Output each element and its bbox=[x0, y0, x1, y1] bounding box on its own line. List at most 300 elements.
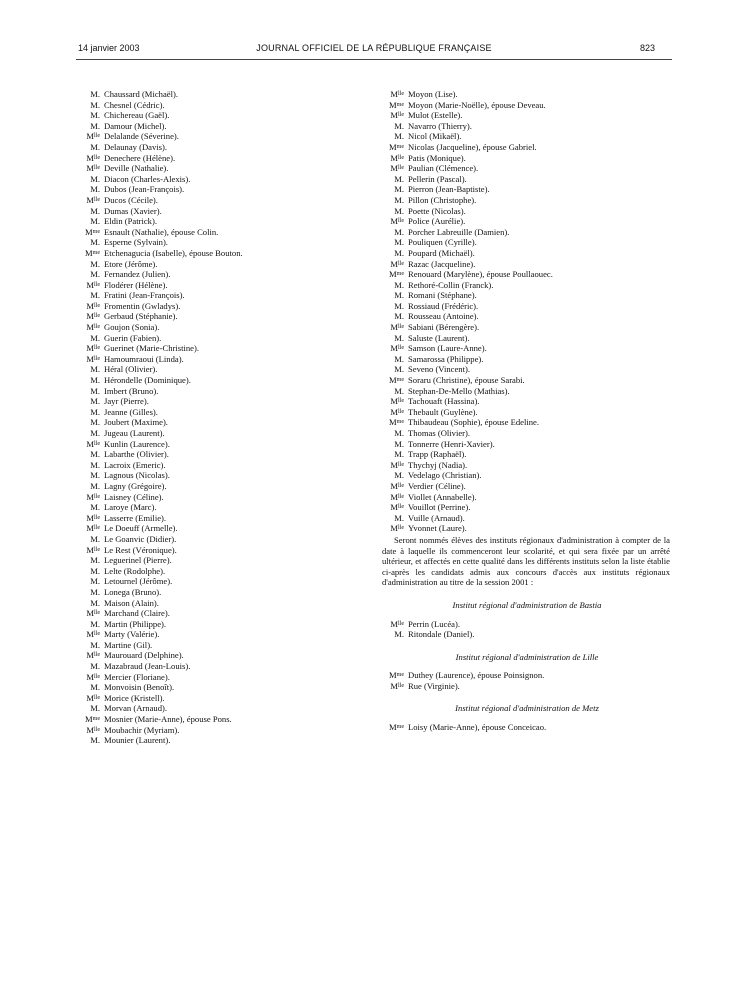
list-item bbox=[382, 428, 672, 439]
list-item bbox=[78, 703, 363, 714]
title-abbrev: $M^{lle}$ bbox=[390, 258, 404, 269]
person-name: Loisy (Marie-Anne), épouse Conceicao. bbox=[408, 722, 547, 733]
person-name: Laisney (Céline). bbox=[104, 491, 164, 502]
person-name: Vuille (Arnaud). bbox=[408, 512, 465, 523]
title-abbrev: M. bbox=[90, 173, 100, 184]
person-name: Diacon (Charles-Alexis). bbox=[104, 173, 191, 184]
list-item bbox=[78, 354, 363, 365]
title-abbrev: $M^{lle}$ bbox=[86, 671, 100, 682]
list-item bbox=[382, 481, 672, 492]
person-name: Romani (Stéphane). bbox=[408, 290, 477, 301]
person-name: Ducos (Cécile). bbox=[104, 194, 158, 205]
list-item bbox=[78, 386, 363, 397]
title-abbrev: M. bbox=[90, 597, 100, 608]
title-abbrev: $M^{lle}$ bbox=[390, 480, 404, 491]
list-item bbox=[78, 650, 363, 661]
title-abbrev: M. bbox=[394, 247, 404, 258]
person-name: Guerin (Fabien). bbox=[104, 332, 162, 343]
person-name: Lagnous (Nicolas). bbox=[104, 470, 170, 481]
title-abbrev: M. bbox=[394, 120, 404, 131]
person-name: Delaunay (Davis). bbox=[104, 141, 167, 152]
header-rule bbox=[76, 59, 672, 60]
person-name: Pouliquen (Cyrille). bbox=[408, 237, 477, 248]
person-name: Seveno (Vincent). bbox=[408, 364, 471, 375]
title-abbrev: $M^{lle}$ bbox=[390, 152, 404, 163]
list-item bbox=[78, 407, 363, 418]
title-abbrev: M. bbox=[394, 449, 404, 460]
title-abbrev: $M^{lle}$ bbox=[86, 512, 100, 523]
list-item bbox=[78, 110, 363, 121]
list-item bbox=[78, 142, 363, 153]
title-abbrev: M. bbox=[394, 290, 404, 301]
title-abbrev: $M^{me}$ bbox=[389, 670, 404, 681]
title-abbrev: $M^{lle}$ bbox=[390, 396, 404, 407]
person-name: Hamoumraoui (Linda). bbox=[104, 353, 184, 364]
title-abbrev: $M^{lle}$ bbox=[390, 163, 404, 174]
list-item bbox=[382, 89, 672, 100]
person-name: Le Goanvic (Didier). bbox=[104, 533, 177, 544]
section-title: Institut régional d'administration de Metz bbox=[455, 703, 599, 714]
person-name: Mounier (Laurent). bbox=[104, 735, 171, 746]
list-item bbox=[78, 290, 363, 301]
title-abbrev: M. bbox=[90, 364, 100, 375]
list-item bbox=[78, 153, 363, 164]
person-name: Chichereau (Gaël). bbox=[104, 110, 170, 121]
title-abbrev: $M^{lle}$ bbox=[390, 322, 404, 333]
institute-sections bbox=[382, 600, 672, 733]
title-abbrev: M. bbox=[90, 396, 100, 407]
header-title: JOURNAL OFFICIEL DE LA RÉPUBLIQUE FRANÇAISE bbox=[256, 43, 492, 53]
list-item bbox=[382, 343, 672, 354]
list-item bbox=[78, 566, 363, 577]
title-abbrev: $M^{lle}$ bbox=[86, 724, 100, 735]
title-abbrev: $M^{lle}$ bbox=[86, 523, 100, 534]
person-name: Lagny (Grégoire). bbox=[104, 480, 167, 491]
list-item bbox=[78, 460, 363, 471]
list-item bbox=[78, 608, 363, 619]
person-name: Mercier (Floriane). bbox=[104, 671, 170, 682]
list-item bbox=[78, 89, 363, 100]
title-abbrev: M. bbox=[90, 703, 100, 714]
title-abbrev: $M^{lle}$ bbox=[390, 459, 404, 470]
list-item bbox=[78, 672, 363, 683]
title-abbrev: M. bbox=[90, 89, 100, 99]
list-item bbox=[78, 280, 363, 291]
left-column bbox=[78, 89, 363, 746]
title-abbrev: $M^{lle}$ bbox=[86, 343, 100, 354]
list-item bbox=[382, 269, 672, 280]
title-abbrev: $M^{lle}$ bbox=[86, 544, 100, 555]
person-name: Maurouard (Delphine). bbox=[104, 650, 184, 661]
title-abbrev: M. bbox=[90, 618, 100, 629]
list-item bbox=[382, 375, 672, 386]
title-abbrev: $M^{me}$ bbox=[85, 226, 100, 237]
person-name: Lacroix (Emeric). bbox=[104, 459, 166, 470]
person-name: Imbert (Bruno). bbox=[104, 385, 159, 396]
list-item bbox=[382, 449, 672, 460]
title-abbrev: M. bbox=[90, 269, 100, 280]
person-name: Guerinet (Marie-Christine). bbox=[104, 343, 199, 354]
person-name: Navarro (Thierry). bbox=[408, 120, 472, 131]
list-item bbox=[78, 640, 363, 651]
title-abbrev: $M^{lle}$ bbox=[86, 692, 100, 703]
list-item bbox=[78, 492, 363, 503]
list-item bbox=[78, 439, 363, 450]
list-item bbox=[382, 311, 672, 322]
section-title: Institut régional d'administration de Lille bbox=[455, 651, 599, 662]
person-name: Samson (Laure-Anne). bbox=[408, 343, 487, 354]
list-item bbox=[78, 259, 363, 270]
list-item bbox=[78, 343, 363, 354]
list-item bbox=[78, 481, 363, 492]
title-abbrev: $M^{me}$ bbox=[85, 247, 100, 258]
title-abbrev: M. bbox=[394, 629, 404, 640]
title-abbrev: M. bbox=[394, 205, 404, 216]
title-abbrev: M. bbox=[394, 194, 404, 205]
title-abbrev: $M^{lle}$ bbox=[86, 491, 100, 502]
list-item bbox=[78, 396, 363, 407]
person-name: Viollet (Annabelle). bbox=[408, 491, 477, 502]
list-item bbox=[382, 153, 672, 164]
title-abbrev: $M^{lle}$ bbox=[86, 152, 100, 163]
person-name: Thomas (Olivier). bbox=[408, 428, 471, 438]
title-abbrev: M. bbox=[394, 311, 404, 322]
header-date: 14 janvier 2003 bbox=[78, 43, 140, 53]
person-name: Verdier (Céline). bbox=[408, 480, 466, 491]
person-name: Moyon (Lise). bbox=[408, 89, 458, 99]
title-abbrev: M. bbox=[394, 173, 404, 184]
list-item bbox=[78, 206, 363, 217]
title-abbrev: $M^{lle}$ bbox=[390, 618, 404, 629]
right-name-list bbox=[382, 89, 672, 534]
title-abbrev: M. bbox=[394, 131, 404, 142]
person-name: Ritondale (Daniel). bbox=[408, 629, 475, 640]
title-abbrev: $M^{me}$ bbox=[389, 375, 404, 386]
list-item bbox=[78, 174, 363, 185]
person-name: Morvan (Arnaud). bbox=[104, 703, 168, 714]
title-abbrev: M. bbox=[394, 385, 404, 396]
title-abbrev: M. bbox=[90, 555, 100, 566]
title-abbrev: M. bbox=[90, 216, 100, 227]
person-name: Martin (Philippe). bbox=[104, 618, 167, 629]
person-name: Etore (Jérôme). bbox=[104, 258, 158, 269]
nomination-paragraph: Seront nommés élèves des instituts régionaux d'administration à compter de la date à laquelle ils commenceront leur scolarité, et qui sera fixée par un arrêté ultérieur, et affectés en cette qualité dans les différents instituts selon la liste établie ci-après les candidats admis aux concours d'accès aux instituts régionaux d'administration au titre de la session 2001 : bbox=[382, 534, 670, 588]
person-name: Delalande (Séverine). bbox=[104, 131, 179, 142]
person-name: Maison (Alain). bbox=[104, 597, 159, 608]
person-name: Marty (Valérie). bbox=[104, 629, 160, 640]
title-abbrev: M. bbox=[394, 470, 404, 481]
page-number: 823 bbox=[640, 43, 656, 53]
title-abbrev: M. bbox=[394, 332, 404, 343]
title-abbrev: $M^{lle}$ bbox=[86, 438, 100, 449]
title-abbrev: M. bbox=[90, 459, 100, 470]
person-name: Labarthe (Olivier). bbox=[104, 449, 169, 460]
list-item bbox=[78, 428, 363, 439]
title-abbrev: $M^{lle}$ bbox=[390, 110, 404, 121]
person-name: Flodérer (Hélène). bbox=[104, 279, 168, 290]
list-item bbox=[382, 386, 672, 397]
person-name: Letournel (Jérôme). bbox=[104, 576, 173, 587]
list-item bbox=[78, 725, 363, 736]
title-abbrev: M. bbox=[394, 184, 404, 195]
title-abbrev: M. bbox=[394, 300, 404, 311]
person-name: Moyon (Marie-Noëlle), épouse Deveau. bbox=[408, 99, 546, 110]
title-abbrev: $M^{lle}$ bbox=[86, 650, 100, 661]
list-item bbox=[78, 735, 363, 746]
list-item bbox=[78, 598, 363, 609]
list-item bbox=[78, 545, 363, 556]
list-item bbox=[382, 364, 672, 375]
title-abbrev: M. bbox=[394, 237, 404, 248]
person-name: Patis (Monique). bbox=[408, 152, 466, 163]
title-abbrev: M. bbox=[90, 120, 100, 131]
person-name: Nicol (Mikaël). bbox=[408, 131, 462, 142]
person-name: Thebault (Guylène). bbox=[408, 406, 478, 417]
list-item bbox=[78, 470, 363, 481]
title-abbrev: M. bbox=[90, 417, 100, 428]
title-abbrev: M. bbox=[90, 565, 100, 576]
person-name: Joubert (Maxime). bbox=[104, 417, 168, 428]
title-abbrev: M. bbox=[90, 470, 100, 481]
list-item bbox=[78, 555, 363, 566]
person-name: Marchand (Claire). bbox=[104, 608, 170, 619]
person-name: Goujon (Sonia). bbox=[104, 322, 160, 333]
title-abbrev: $M^{lle}$ bbox=[390, 491, 404, 502]
person-name: Laroye (Marc). bbox=[104, 502, 157, 513]
list-item bbox=[382, 470, 672, 481]
list-item bbox=[382, 184, 672, 195]
person-name: Samarossa (Philippe). bbox=[408, 353, 484, 364]
title-abbrev: $M^{lle}$ bbox=[390, 89, 404, 99]
person-name: Poette (Nicolas). bbox=[408, 205, 466, 216]
title-abbrev: M. bbox=[90, 110, 100, 121]
list-item bbox=[78, 502, 363, 513]
person-name: Renouard (Marylène), épouse Poullaouec. bbox=[408, 269, 553, 280]
list-item bbox=[382, 513, 672, 524]
list-item bbox=[382, 619, 672, 630]
list-item bbox=[382, 142, 672, 153]
title-abbrev: $M^{me}$ bbox=[389, 99, 404, 110]
list-item bbox=[382, 460, 672, 471]
list-item bbox=[78, 311, 363, 322]
person-name: Vedelago (Christian). bbox=[408, 470, 482, 481]
person-name: Mosnier (Marie-Anne), épouse Pons. bbox=[104, 714, 232, 725]
list-item bbox=[382, 100, 672, 111]
list-item bbox=[78, 237, 363, 248]
list-item bbox=[78, 163, 363, 174]
list-item bbox=[78, 195, 363, 206]
list-item bbox=[382, 681, 672, 692]
title-abbrev: $M^{lle}$ bbox=[390, 406, 404, 417]
person-name: Etchenagucia (Isabelle), épouse Bouton. bbox=[104, 247, 243, 258]
title-abbrev: $M^{lle}$ bbox=[390, 680, 404, 691]
list-item bbox=[78, 714, 363, 725]
title-abbrev: $M^{me}$ bbox=[389, 417, 404, 428]
person-name: Saluste (Laurent). bbox=[408, 332, 470, 343]
list-item bbox=[382, 216, 672, 227]
person-name: Rousseau (Antoine). bbox=[408, 311, 479, 322]
title-abbrev: M. bbox=[90, 332, 100, 343]
list-item bbox=[78, 576, 363, 587]
title-abbrev: M. bbox=[90, 385, 100, 396]
list-item bbox=[382, 670, 672, 681]
list-item bbox=[382, 396, 672, 407]
title-abbrev: $M^{lle}$ bbox=[86, 163, 100, 174]
title-abbrev: $M^{me}$ bbox=[389, 141, 404, 152]
person-name: Soraru (Christine), épouse Sarabi. bbox=[408, 375, 525, 386]
person-name: Kunlin (Laurence). bbox=[104, 438, 170, 449]
title-abbrev: $M^{me}$ bbox=[85, 714, 100, 725]
person-name: Thychyj (Nadia). bbox=[408, 459, 468, 470]
title-abbrev: M. bbox=[90, 586, 100, 597]
list-item bbox=[382, 163, 672, 174]
title-abbrev: $M^{lle}$ bbox=[86, 311, 100, 322]
list-item bbox=[78, 333, 363, 344]
person-name: Damour (Michel). bbox=[104, 120, 167, 131]
person-name: Vouillot (Perrine). bbox=[408, 502, 471, 513]
person-name: Lonega (Bruno). bbox=[104, 586, 162, 597]
title-abbrev: M. bbox=[394, 428, 404, 438]
title-abbrev: M. bbox=[90, 99, 100, 110]
list-item bbox=[78, 131, 363, 142]
person-name: Héral (Olivier). bbox=[104, 364, 158, 375]
page-header bbox=[0, 43, 748, 57]
person-name: Deville (Nathalie). bbox=[104, 163, 169, 174]
list-item bbox=[78, 682, 363, 693]
person-name: Thibaudeau (Sophie), épouse Edeline. bbox=[408, 417, 540, 428]
title-abbrev: $M^{me}$ bbox=[389, 269, 404, 280]
right-column bbox=[382, 89, 672, 733]
list-item bbox=[382, 290, 672, 301]
list-item bbox=[382, 722, 672, 733]
list-item bbox=[78, 269, 363, 280]
title-abbrev: M. bbox=[90, 290, 100, 301]
person-name: Monvoisin (Benoît). bbox=[104, 682, 175, 693]
title-abbrev: M. bbox=[90, 480, 100, 491]
person-name: Jeanne (Gilles). bbox=[104, 406, 158, 417]
person-name: Jayr (Pierre). bbox=[104, 396, 149, 407]
title-abbrev: M. bbox=[90, 428, 100, 438]
person-name: Perrin (Lucéa). bbox=[408, 618, 461, 629]
list-item bbox=[78, 364, 363, 375]
title-abbrev: M. bbox=[394, 279, 404, 290]
title-abbrev: M. bbox=[90, 237, 100, 248]
list-item bbox=[382, 439, 672, 450]
person-name: Fromentin (Gwladys). bbox=[104, 300, 181, 311]
title-abbrev: $M^{lle}$ bbox=[86, 322, 100, 333]
title-abbrev: M. bbox=[90, 735, 100, 746]
person-name: Hérondelle (Dominique). bbox=[104, 375, 191, 386]
person-name: Fernandez (Julien). bbox=[104, 269, 171, 280]
person-name: Stephan-De-Mello (Mathias). bbox=[408, 385, 510, 396]
title-abbrev: M. bbox=[90, 576, 100, 587]
list-item bbox=[382, 333, 672, 344]
title-abbrev: M. bbox=[90, 184, 100, 195]
list-item bbox=[382, 131, 672, 142]
title-abbrev: $M^{lle}$ bbox=[86, 194, 100, 205]
list-item bbox=[382, 248, 672, 259]
person-name: Le Rest (Véronique). bbox=[104, 544, 177, 555]
person-name: Trapp (Raphaël). bbox=[408, 449, 467, 460]
person-name: Chesnel (Cédric). bbox=[104, 99, 165, 110]
section-title: Institut régional d'administration de Bastia bbox=[452, 599, 602, 610]
person-name: Duthey (Laurence), épouse Poinsignon. bbox=[408, 670, 545, 681]
person-name: Eldin (Patrick). bbox=[104, 216, 157, 227]
person-name: Pillon (Christophe). bbox=[408, 194, 477, 205]
person-name: Gerbaud (Stéphanie). bbox=[104, 311, 178, 322]
title-abbrev: M. bbox=[90, 258, 100, 269]
title-abbrev: M. bbox=[90, 682, 100, 693]
person-name: Sabiani (Bérengère). bbox=[408, 322, 480, 333]
list-item bbox=[382, 301, 672, 312]
title-abbrev: M. bbox=[90, 533, 100, 544]
person-name: Poupard (Michaël). bbox=[408, 247, 475, 258]
list-item bbox=[78, 523, 363, 534]
list-item bbox=[78, 322, 363, 333]
list-item bbox=[382, 280, 672, 291]
list-item bbox=[382, 121, 672, 132]
list-item bbox=[78, 301, 363, 312]
list-item bbox=[382, 629, 672, 640]
title-abbrev: M. bbox=[90, 502, 100, 513]
list-item bbox=[382, 227, 672, 238]
title-abbrev: M. bbox=[394, 512, 404, 523]
title-abbrev: $M^{me}$ bbox=[389, 722, 404, 733]
title-abbrev: $M^{lle}$ bbox=[390, 502, 404, 513]
person-name: Rossiaud (Frédéric). bbox=[408, 300, 479, 311]
person-name: Porcher Labreuille (Damien). bbox=[408, 226, 510, 237]
title-abbrev: $M^{lle}$ bbox=[86, 131, 100, 142]
title-abbrev: M. bbox=[90, 639, 100, 650]
list-item bbox=[382, 523, 672, 534]
list-item bbox=[382, 206, 672, 217]
person-name: Tachouaft (Hassina). bbox=[408, 396, 480, 407]
list-item bbox=[78, 216, 363, 227]
title-abbrev: M. bbox=[90, 141, 100, 152]
list-item bbox=[382, 354, 672, 365]
person-name: Pellerin (Pascal). bbox=[408, 173, 467, 184]
title-abbrev: $M^{lle}$ bbox=[86, 353, 100, 364]
person-name: Police (Aurélie). bbox=[408, 216, 466, 227]
person-name: Jugeau (Laurent). bbox=[104, 428, 165, 438]
list-item bbox=[78, 693, 363, 704]
person-name: Esperne (Sylvain). bbox=[104, 237, 168, 248]
person-name: Rethoré-Collin (Franck). bbox=[408, 279, 494, 290]
title-abbrev: $M^{lle}$ bbox=[86, 279, 100, 290]
person-name: Martine (Gil). bbox=[104, 639, 153, 650]
person-name: Pierron (Jean-Baptiste). bbox=[408, 184, 490, 195]
person-name: Rue (Virginie). bbox=[408, 680, 460, 691]
list-item bbox=[382, 417, 672, 428]
title-abbrev: M. bbox=[394, 226, 404, 237]
title-abbrev: M. bbox=[90, 661, 100, 672]
list-item bbox=[78, 248, 363, 259]
person-name: Nicolas (Jacqueline), épouse Gabriel. bbox=[408, 141, 537, 152]
list-item bbox=[78, 534, 363, 545]
list-item bbox=[78, 619, 363, 630]
list-item bbox=[78, 661, 363, 672]
title-abbrev: M. bbox=[394, 438, 404, 449]
title-abbrev: M. bbox=[90, 375, 100, 386]
list-item bbox=[382, 322, 672, 333]
list-item bbox=[382, 110, 672, 121]
person-name: Razac (Jacqueline). bbox=[408, 258, 476, 269]
list-item bbox=[382, 195, 672, 206]
list-item bbox=[78, 417, 363, 428]
person-name: Tonnerre (Henri-Xavier). bbox=[408, 438, 495, 449]
list-item bbox=[382, 407, 672, 418]
list-item bbox=[382, 502, 672, 513]
